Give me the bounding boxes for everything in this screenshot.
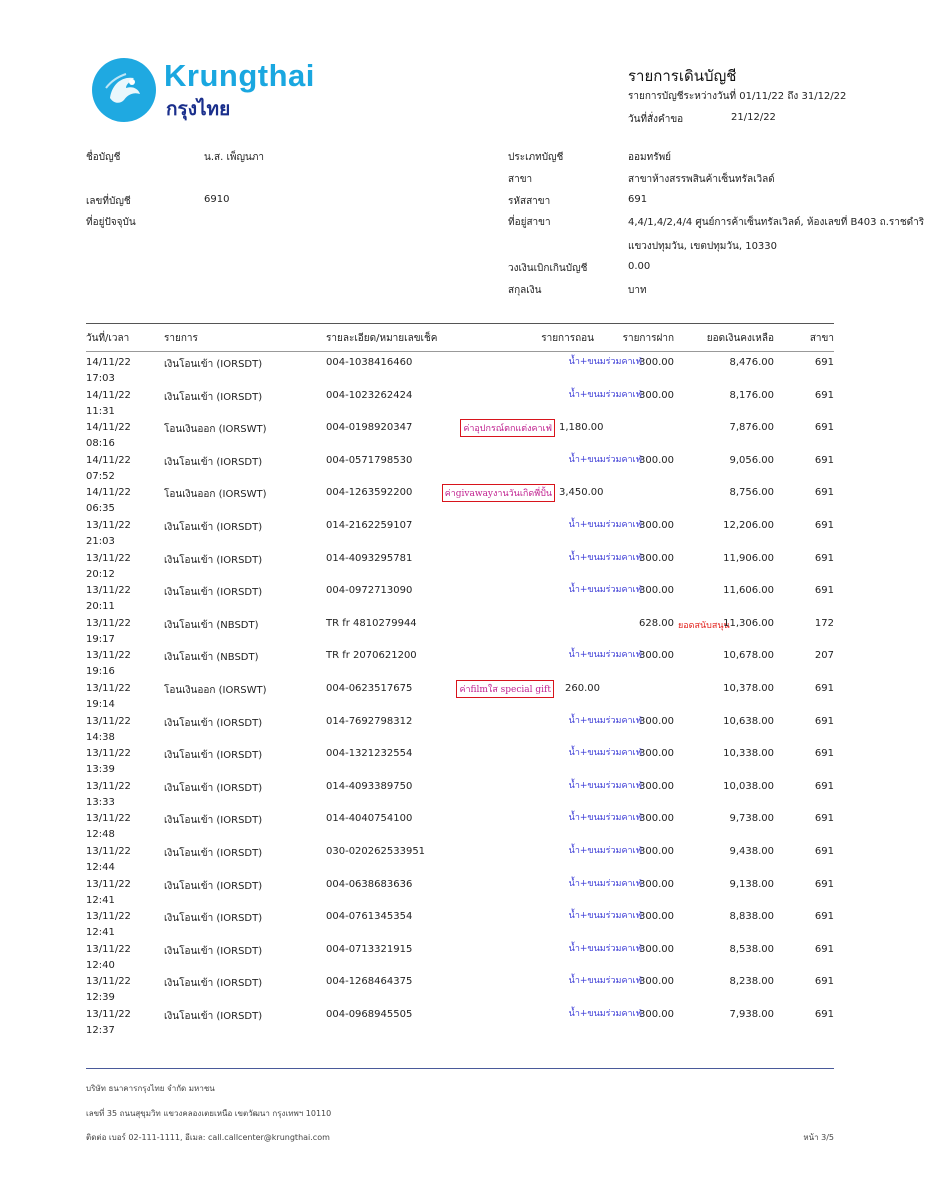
- row-balance: 11,906.00: [723, 552, 774, 564]
- statement-period: [628, 89, 846, 104]
- row-date: 13/11/22: [86, 878, 131, 890]
- row-detail: 004-0761345354: [326, 911, 413, 923]
- row-time: 19:14: [86, 699, 115, 710]
- row-date: 13/11/22: [86, 520, 131, 531]
- footer-rule: [86, 1068, 834, 1069]
- row-branch: 691: [814, 715, 834, 727]
- row-branch: 691: [814, 357, 834, 368]
- row-date: 14/11/22: [86, 357, 131, 368]
- header-balance: ยอดเงินคงเหลือ: [706, 333, 774, 344]
- row-date: 14/11/22: [86, 454, 131, 466]
- row-date: 13/11/22: [86, 650, 131, 662]
- row-detail: 004-0713321915: [326, 943, 413, 955]
- row-branch: 691: [814, 748, 834, 760]
- row-deposit: 300.00: [639, 780, 674, 792]
- row-balance: 11,606.00: [723, 585, 774, 597]
- branch-code-label: รหัสสาขา: [508, 196, 551, 207]
- row-note: น้ำ+ขนมร่วมคาเฟ่: [568, 650, 642, 661]
- row-branch: 691: [814, 976, 834, 988]
- row-note: น้ำ+ขนมร่วมคาเฟ่: [568, 943, 642, 954]
- branch-code-value: 691: [628, 194, 648, 205]
- row-time: 13:39: [86, 764, 115, 776]
- row-note: น้ำ+ขนมร่วมคาเฟ่: [568, 846, 642, 856]
- row-balance: 10,678.00: [723, 650, 774, 662]
- branch-address-line2: แขวงปทุมวัน, เขตปทุมวัน, 10330: [628, 241, 778, 252]
- row-deposit: 300.00: [639, 357, 674, 368]
- row-branch: 691: [814, 585, 834, 597]
- row-time: 20:12: [86, 568, 115, 580]
- row-time: 12:40: [86, 959, 115, 971]
- header-branch: สาขา: [809, 333, 834, 344]
- row-balance: 8,538.00: [729, 943, 774, 955]
- row-time: 08:16: [86, 438, 115, 450]
- account-type-label: ประเภทบัญชี: [508, 152, 564, 163]
- row-deposit: 300.00: [639, 389, 674, 401]
- statement-title: รายการเดินบัญชี: [628, 67, 737, 85]
- row-description: เงินโอนเข้า (NBSDT): [164, 652, 259, 664]
- row-branch: 691: [814, 487, 834, 499]
- row-time: 17:03: [86, 373, 115, 384]
- period-to: 31/12/22: [801, 91, 847, 102]
- row-time: 07:52: [86, 470, 115, 482]
- footer-contact: ติดต่อ เบอร์ 02-111-1111, อีเมล: call.callcenter@krungthai.com: [86, 1133, 330, 1142]
- row-description: เงินโอนเข้า (IORSDT): [164, 522, 263, 533]
- row-description: เงินโอนเข้า (IORSDT): [164, 717, 263, 729]
- row-branch: 691: [814, 780, 834, 792]
- logo-text-en: Krungthai: [164, 58, 315, 93]
- row-branch: 691: [814, 389, 834, 401]
- current-address-label: ที่อยู่ปัจจุบัน: [86, 217, 136, 228]
- footer-company: บริษัท ธนาคารกรุงไทย จำกัด มหาชน: [86, 1084, 215, 1093]
- row-note: ค่าอุปกรณ์ตกแต่งคาเฟ่: [460, 419, 555, 437]
- row-detail: 004-1321232554: [326, 748, 413, 760]
- row-balance: 8,476.00: [729, 357, 774, 368]
- row-time: 06:35: [86, 503, 115, 515]
- row-description: เงินโอนเข้า (IORSDT): [164, 391, 263, 403]
- period-to-word: ถึง: [787, 91, 799, 102]
- row-balance: 8,838.00: [729, 911, 774, 923]
- row-note: น้ำ+ขนมร่วมคาเฟ่: [568, 389, 642, 400]
- row-note: น้ำ+ขนมร่วมคาเฟ่: [568, 552, 642, 563]
- row-deposit: 300.00: [639, 520, 674, 531]
- row-time: 12:44: [86, 862, 115, 873]
- row-date: 13/11/22: [86, 813, 131, 825]
- row-detail: 004-1023262424: [326, 389, 413, 401]
- row-time: 12:41: [86, 894, 115, 906]
- row-time: 14:38: [86, 731, 115, 743]
- footer-address: เลขที่ 35 ถนนสุขุมวิท แขวงคลองเตยเหนือ เขตวัฒนา กรุงเทพฯ 10110: [86, 1109, 332, 1118]
- row-description: เงินโอนเข้า (IORSDT): [164, 782, 263, 794]
- row-detail: 014-7692798312: [326, 715, 413, 727]
- row-time: 20:11: [86, 601, 115, 613]
- header-withdraw: รายการถอน: [541, 333, 594, 344]
- row-withdraw: 260.00: [565, 683, 600, 694]
- row-branch: 207: [814, 650, 834, 662]
- row-date: 13/11/22: [86, 617, 131, 629]
- row-withdraw: 3,450.00: [559, 487, 604, 499]
- row-branch: 691: [814, 846, 834, 857]
- row-time: 19:16: [86, 666, 115, 678]
- row-balance: 9,138.00: [729, 878, 774, 890]
- row-deposit: 300.00: [639, 552, 674, 564]
- row-deposit: 300.00: [639, 846, 674, 857]
- row-description: เงินโอนเข้า (IORSDT): [164, 359, 263, 370]
- row-detail: 004-0571798530: [326, 454, 413, 466]
- row-time: 19:17: [86, 633, 115, 645]
- logo-text-th: กรุงไทย: [166, 98, 231, 120]
- row-deposit: 300.00: [639, 911, 674, 923]
- row-time: 11:31: [86, 405, 115, 417]
- row-date: 13/11/22: [86, 715, 131, 727]
- row-deposit: 300.00: [639, 650, 674, 662]
- overdraft-value: 0.00: [628, 261, 651, 272]
- row-detail: 004-1268464375: [326, 976, 413, 988]
- currency-value: บาท: [628, 285, 647, 296]
- row-date: 13/11/22: [86, 1009, 131, 1020]
- row-date: 13/11/22: [86, 552, 131, 564]
- row-deposit: 300.00: [639, 878, 674, 890]
- row-withdraw: 1,180.00: [559, 422, 604, 434]
- row-description: เงินโอนเข้า (IORSDT): [164, 587, 263, 599]
- row-time: 12:37: [86, 1025, 115, 1036]
- account-number-value: 6910: [204, 194, 230, 205]
- account-name-label: ชื่อบัญชี: [86, 152, 121, 163]
- row-deposit: 300.00: [639, 748, 674, 760]
- row-balance: 11,306.00: [723, 617, 774, 629]
- row-time: 12:39: [86, 992, 115, 1004]
- row-balance: 9,056.00: [729, 454, 774, 466]
- row-date: 13/11/22: [86, 846, 131, 857]
- row-date: 13/11/22: [86, 683, 131, 694]
- row-note: น้ำ+ขนมร่วมคาเฟ่: [568, 357, 642, 367]
- row-date: 13/11/22: [86, 976, 131, 988]
- account-name-value: น.ส. เพ็ญนภา: [204, 152, 265, 163]
- row-branch: 691: [814, 552, 834, 564]
- row-balance: 10,378.00: [723, 683, 774, 694]
- row-detail: 014-4093295781: [326, 552, 413, 564]
- row-branch: 691: [814, 520, 834, 531]
- row-note: น้ำ+ขนมร่วมคาเฟ่: [568, 976, 642, 987]
- header-detail: รายละเอียด/หมายเลขเช็ค: [326, 333, 438, 344]
- row-date: 13/11/22: [86, 585, 131, 597]
- row-description: โอนเงินออก (IORSWT): [164, 685, 267, 696]
- row-balance: 8,238.00: [729, 976, 774, 988]
- account-number-label: เลขที่บัญชี: [86, 196, 131, 207]
- row-detail: 014-2162259107: [326, 520, 413, 531]
- row-detail: TR fr 4810279944: [326, 617, 417, 629]
- row-detail: 004-0623517675: [326, 683, 413, 694]
- row-date: 13/11/22: [86, 943, 131, 955]
- row-branch: 691: [814, 1009, 834, 1020]
- row-balance: 9,438.00: [729, 846, 774, 857]
- row-branch: 172: [814, 617, 834, 629]
- row-description: เงินโอนเข้า (IORSDT): [164, 815, 263, 827]
- row-date: 14/11/22: [86, 389, 131, 401]
- row-note: ยอดสนับสนุน: [678, 620, 730, 631]
- row-detail: 014-4040754100: [326, 813, 413, 825]
- branch-value: สาขาห้างสรรพสินค้าเซ็นทรัลเวิลด์: [628, 174, 775, 185]
- row-time: 12:41: [86, 927, 115, 939]
- request-date-label: วันที่สั่งคำขอ: [628, 114, 684, 125]
- request-date-value: 21/12/22: [731, 112, 776, 123]
- row-detail: TR fr 2070621200: [326, 650, 417, 662]
- row-deposit: 628.00: [639, 617, 674, 629]
- row-description: เงินโอนเข้า (IORSDT): [164, 978, 263, 990]
- row-description: เงินโอนเข้า (IORSDT): [164, 848, 263, 859]
- row-branch: 691: [814, 813, 834, 825]
- row-note: น้ำ+ขนมร่วมคาเฟ่: [568, 585, 642, 596]
- period-from: 01/11/22: [739, 91, 785, 102]
- account-type-value: ออมทรัพย์: [628, 152, 672, 163]
- period-label: รายการบัญชีระหว่างวันที่: [628, 91, 737, 102]
- row-note: น้ำ+ขนมร่วมคาเฟ่: [568, 813, 642, 824]
- row-deposit: 300.00: [639, 454, 674, 466]
- branch-label: สาขา: [508, 174, 533, 185]
- overdraft-label: วงเงินเบิกเกินบัญชี: [508, 263, 588, 274]
- row-description: เงินโอนเข้า (IORSDT): [164, 750, 263, 762]
- header-description: รายการ: [164, 333, 198, 344]
- row-description: เงินโอนเข้า (NBSDT): [164, 619, 259, 631]
- row-deposit: 300.00: [639, 585, 674, 597]
- row-note: น้ำ+ขนมร่วมคาเฟ่: [568, 878, 642, 889]
- row-branch: 691: [814, 943, 834, 955]
- row-note: น้ำ+ขนมร่วมคาเฟ่: [568, 780, 642, 791]
- row-deposit: 300.00: [639, 976, 674, 988]
- row-detail: 004-1038416460: [326, 357, 413, 368]
- row-note: น้ำ+ขนมร่วมคาเฟ่: [568, 911, 642, 922]
- row-time: 13:33: [86, 796, 115, 808]
- row-deposit: 300.00: [639, 943, 674, 955]
- row-time: 21:03: [86, 536, 115, 547]
- row-date: 13/11/22: [86, 780, 131, 792]
- row-date: 13/11/22: [86, 748, 131, 760]
- row-description: เงินโอนเข้า (IORSDT): [164, 880, 263, 892]
- row-branch: 691: [814, 911, 834, 923]
- row-detail: 014-4093389750: [326, 780, 413, 792]
- row-note: น้ำ+ขนมร่วมคาเฟ่: [568, 748, 642, 759]
- row-description: โอนเงินออก (IORSWT): [164, 424, 267, 436]
- row-deposit: 300.00: [639, 1009, 674, 1020]
- row-balance: 10,338.00: [723, 748, 774, 760]
- table-header-rule: [86, 351, 834, 352]
- row-deposit: 300.00: [639, 813, 674, 825]
- row-balance: 8,756.00: [729, 487, 774, 499]
- header-deposit: รายการฝาก: [622, 333, 674, 344]
- row-detail: 004-1263592200: [326, 487, 413, 499]
- row-description: เงินโอนเข้า (IORSDT): [164, 945, 263, 957]
- row-balance: 10,038.00: [723, 780, 774, 792]
- row-description: โอนเงินออก (IORSWT): [164, 489, 267, 501]
- currency-label: สกุลเงิน: [508, 285, 542, 296]
- row-detail: 004-0972713090: [326, 585, 413, 597]
- row-detail: 030-020262533951: [326, 846, 426, 857]
- row-balance: 7,876.00: [729, 422, 774, 434]
- header-datetime: วันที่/เวลา: [86, 333, 130, 344]
- row-balance: 8,176.00: [729, 389, 774, 401]
- row-date: 14/11/22: [86, 422, 131, 434]
- row-description: เงินโอนเข้า (IORSDT): [164, 913, 263, 925]
- row-detail: 004-0968945505: [326, 1009, 413, 1020]
- row-note: น้ำ+ขนมร่วมคาเฟ่: [568, 520, 642, 530]
- row-time: 12:48: [86, 829, 115, 841]
- row-description: เงินโอนเข้า (IORSDT): [164, 1011, 263, 1022]
- row-branch: 691: [814, 878, 834, 890]
- row-balance: 7,938.00: [729, 1009, 774, 1020]
- row-detail: 004-0198920347: [326, 422, 413, 434]
- row-note: น้ำ+ขนมร่วมคาเฟ่: [568, 454, 642, 465]
- row-branch: 691: [814, 422, 834, 434]
- row-note: น้ำ+ขนมร่วมคาเฟ่: [568, 1009, 642, 1019]
- row-note: น้ำ+ขนมร่วมคาเฟ่: [568, 715, 642, 726]
- row-balance: 12,206.00: [723, 520, 774, 531]
- row-note: ค่าfilmใส special gift: [456, 680, 554, 698]
- row-deposit: 300.00: [639, 715, 674, 727]
- row-description: เงินโอนเข้า (IORSDT): [164, 456, 263, 468]
- krungthai-bird-logo-icon: [92, 58, 156, 122]
- branch-address-line1: 4,4/1,4/2,4/4 ศูนย์การค้าเซ็นทรัลเวิลด์, ห้องเลขที่ B403 ถ.ราชดำริ: [628, 217, 925, 228]
- row-branch: 691: [814, 454, 834, 466]
- footer-page-number: หน้า 3/5: [803, 1133, 834, 1142]
- row-branch: 691: [814, 683, 834, 694]
- row-detail: 004-0638683636: [326, 878, 413, 890]
- row-description: เงินโอนเข้า (IORSDT): [164, 554, 263, 566]
- table-top-rule: [86, 323, 834, 324]
- row-date: 14/11/22: [86, 487, 131, 499]
- row-note: ค่าgivawayงานวันเกิดพี่ปั้น: [442, 484, 555, 502]
- branch-address-label: ที่อยู่สาขา: [508, 217, 551, 228]
- row-date: 13/11/22: [86, 911, 131, 923]
- row-balance: 9,738.00: [729, 813, 774, 825]
- row-balance: 10,638.00: [723, 715, 774, 727]
